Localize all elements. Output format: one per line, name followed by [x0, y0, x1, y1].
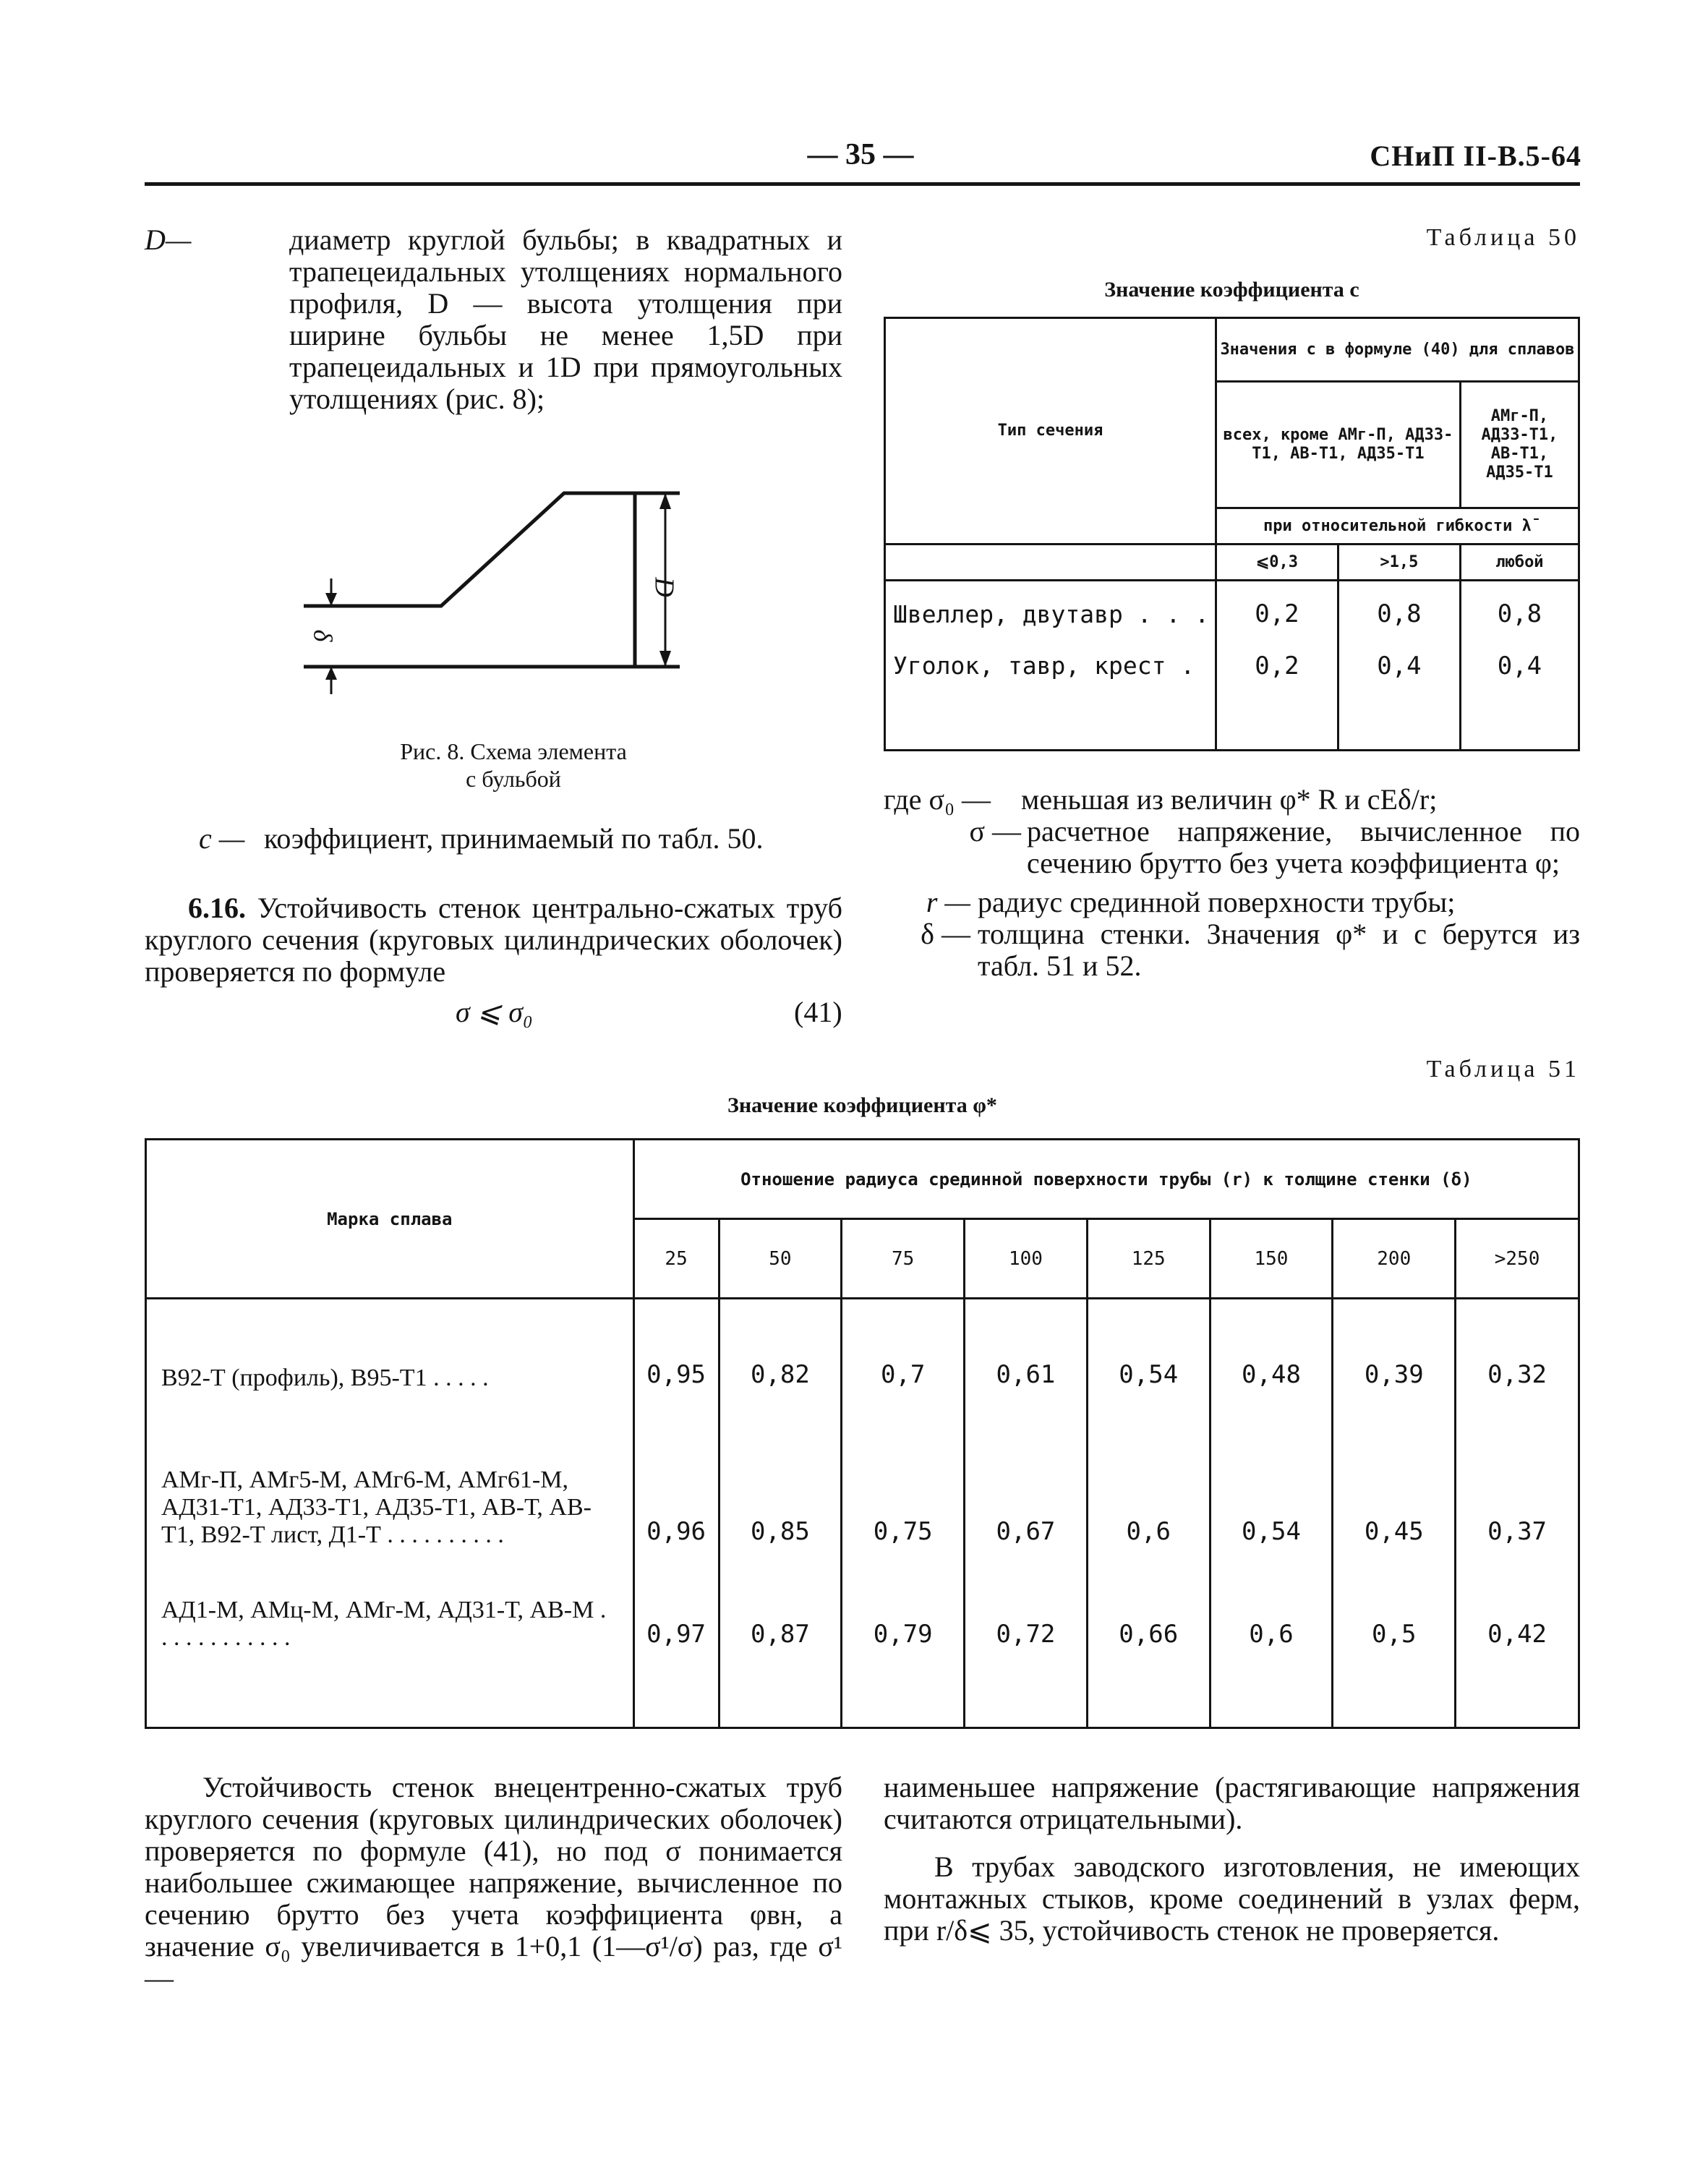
table-51-header-alloy: Марка сплава [146, 1140, 634, 1299]
page-number: — 35 — [807, 138, 914, 171]
table-51-title: Значение коэффициента φ* [727, 1093, 997, 1117]
table-50-title: Значение коэффициента c [1104, 278, 1359, 302]
table-51-ratio-col: >250 [1456, 1219, 1579, 1299]
table-cell: 0,39 [1333, 1299, 1456, 1396]
table-row [885, 581, 1579, 647]
formula-41-number: (41) [794, 996, 842, 1028]
table-cell: 0,79 [842, 1553, 965, 1656]
table-cell: 0,42 [1456, 1553, 1579, 1656]
table-50-header-all-alloys: всех, кроме АМг-П, АД33-Т1, АВ-Т1, АД35-Т1 [1216, 382, 1460, 508]
where-delta-text: толщина стенки. Значения φ* и c берутся из табл. 51 и 52. [978, 918, 1580, 982]
table-cell: 0,85 [719, 1396, 842, 1553]
where-delta [884, 918, 1580, 982]
where-delta-prefix: δ — [921, 918, 970, 950]
table-cell: 0,54 [1210, 1396, 1333, 1553]
table-51-ratio-col: 100 [965, 1219, 1088, 1299]
table-51-ratio-col: 150 [1210, 1219, 1333, 1299]
table-cell: 0,97 [633, 1553, 719, 1656]
table-50-header-lambda: при относительной гибкости λ̄ [1216, 508, 1579, 544]
bottom-right-paragraph-2: В трубах заводского изготовления, не имеющих монтажных стыков, кроме соединений в узлах ферм, при r/δ⩽ 35, устойчивость стенок не проверяется. [884, 1850, 1580, 1947]
table-51-header-ratio: Отношение радиуса срединной поверхности трубы (r) к толщине стенки (δ) [633, 1140, 1579, 1219]
table-51 [145, 1138, 1580, 1729]
c-definition-text: коэффициент, принимаемый по табл. 50. [264, 822, 764, 855]
where-sigma [884, 816, 1580, 879]
table-51-alloy: АМг-П, АМг5-М, АМг6-М, АМг61-М, АД31-Т1, АД33-Т1, АД35-Т1, АВ-Т, АВ-Т1, В92-Т лист, Д1-Т . . . . . . . . . . [146, 1396, 634, 1553]
table-cell: 0,4 [1338, 647, 1460, 751]
header-rule [145, 182, 1580, 186]
figure-caption [333, 738, 694, 793]
table-cell: 0,4 [1460, 647, 1579, 751]
table-row [146, 1396, 1579, 1553]
table-cell: 0,66 [1087, 1553, 1210, 1656]
table-cell: 0,7 [842, 1299, 965, 1396]
table-cell: 0,37 [1456, 1396, 1579, 1553]
table-cell: 0,8 [1460, 581, 1579, 647]
table-cell: 0,2 [1216, 647, 1338, 751]
section-text: Устойчивость стенок центрально-сжатых труб круглого сечения (круговых цилиндрических оболочек) проверяется по формуле [145, 892, 842, 988]
table-51-ratio-col: 25 [633, 1219, 719, 1299]
formula-41: σ ⩽ σ₀ [456, 996, 533, 1028]
table-50 [884, 317, 1580, 751]
table-cell: 0,5 [1333, 1553, 1456, 1656]
section-6-16 [145, 892, 842, 988]
figure-caption-line1: Рис. 8. Схема элемента [400, 738, 627, 764]
where-sigma-text: расчетное напряжение, вычисленное по сечению брутто без учета коэффициента φ; [1027, 815, 1580, 879]
where-sigma-prefix: σ — [969, 815, 1021, 847]
d-definition-prefix: D— [145, 223, 192, 256]
table-row [146, 1299, 1579, 1396]
table-51-alloy: В92-Т (профиль), В95-Т1 . . . . . [146, 1299, 634, 1396]
table-51-alloy: АД1-М, АМц-М, АМг-М, АД31-Т, АВ-М . . . . . . . . . . . . [146, 1553, 634, 1656]
table-cell: 0,61 [965, 1299, 1088, 1396]
document-code: СНиП II-В.5-64 [1370, 140, 1581, 172]
table-50-header-section: Тип сечения [885, 318, 1216, 544]
table-cell: 0,87 [719, 1553, 842, 1656]
where-sigma0-prefix: где σ₀ — [884, 783, 991, 816]
table-51-label: Таблица 51 [1426, 1056, 1580, 1082]
where-r-text: радиус срединной поверхности трубы; [978, 886, 1456, 918]
table-cell: 0,67 [965, 1396, 1088, 1553]
bottom-left-paragraph: Устойчивость стенок внецентренно-сжатых труб круглого сечения (круговых цилиндрических оболочек) проверяется по формуле (41), но под σ понимается наибольшее сжимающее напряжение, вычисленное по сечению брутто без учета коэффициента φвн, а значение σ₀ увеличивается в 1+0,1 (1—σ¹/σ) раз, где σ¹— [145, 1771, 842, 1994]
where-definitions [884, 784, 1580, 982]
table-cell: 0,2 [1216, 581, 1338, 647]
d-definition [145, 223, 842, 415]
table-cell: 0,54 [1087, 1299, 1210, 1396]
table-cell: 0,45 [1333, 1396, 1456, 1553]
table-50-lambda-1: ⩽0,3 [1216, 544, 1338, 581]
where-r-prefix: r — [926, 886, 970, 918]
table-51-ratio-col: 200 [1333, 1219, 1456, 1299]
table-50-label: Таблица 50 [1426, 224, 1580, 251]
table-cell: 0,48 [1210, 1299, 1333, 1396]
table-row [885, 647, 1579, 751]
where-sigma0-text: меньшая из величин φ* R и cEδ/r; [1021, 783, 1438, 816]
table-cell: 0,32 [1456, 1299, 1579, 1396]
table-cell: 0,72 [965, 1553, 1088, 1656]
table-50-header-values: Значения c в формуле (40) для сплавов [1216, 318, 1579, 382]
where-sigma0 [884, 784, 1580, 816]
table-50-row-label: Швеллер, двутавр . . . [885, 581, 1216, 647]
table-50-row-label: Уголок, тавр, крест . [885, 647, 1216, 751]
figure-label-d: D [649, 577, 680, 597]
table-cell: 0,82 [719, 1299, 842, 1396]
figure-caption-line2: с бульбой [466, 766, 561, 792]
table-50-lambda-2: >1,5 [1338, 544, 1460, 581]
table-cell: 0,96 [633, 1396, 719, 1553]
table-51-ratio-col: 75 [842, 1219, 965, 1299]
table-50-lambda-3: любой [1460, 544, 1579, 581]
table-50-header-amg: АМг-П, АД33-Т1, АВ-Т1, АД35-Т1 [1460, 382, 1579, 508]
table-cell: 0,8 [1338, 581, 1460, 647]
section-number: 6.16. [188, 892, 246, 924]
table-cell: 0,6 [1210, 1553, 1333, 1656]
figure-8-bulb-diagram [289, 477, 694, 723]
table-51-ratio-col: 125 [1087, 1219, 1210, 1299]
table-cell: 0,75 [842, 1396, 965, 1553]
table-row [146, 1553, 1579, 1656]
c-definition [199, 822, 846, 855]
c-definition-prefix: c — [199, 822, 245, 855]
table-cell: 0,6 [1087, 1396, 1210, 1553]
where-r [884, 887, 1580, 918]
bottom-right-paragraph-1: наименьшее напряжение (растягивающие напряжения считаются отрицательными). [884, 1771, 1580, 1835]
d-definition-text: диаметр круглой бульбы; в квадратных и трапецеидальных утолщениях нормального профиля, D — высота утолщения при ширине бульбы не менее 1,5D при трапецеидальных и 1D при прямоугольных утолщениях (рис. 8); [289, 223, 842, 415]
table-51-ratio-col: 50 [719, 1219, 842, 1299]
figure-label-delta: δ [308, 629, 338, 642]
table-cell: 0,95 [633, 1299, 719, 1396]
